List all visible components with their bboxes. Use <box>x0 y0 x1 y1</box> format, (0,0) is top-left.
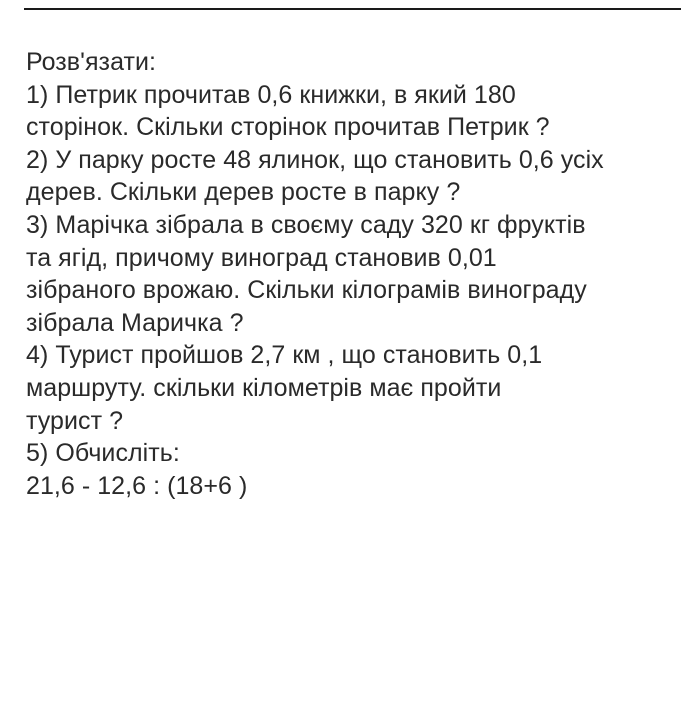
text-line: маршруту. скільки кілометрів має пройти <box>26 373 502 402</box>
text-line: зібрала Маричка ? <box>26 308 244 337</box>
problem-text <box>26 46 686 502</box>
text-line: турист ? <box>26 406 124 435</box>
expression-line: 21,6 - 12,6 : (18+6 ) <box>26 471 248 500</box>
heading-line: Розв'язати: <box>26 48 156 76</box>
text-line: сторінок. Скільки сторінок прочитав Петрик ? <box>26 113 550 142</box>
text-line: 5) Обчисліть: <box>26 439 180 468</box>
text-line: дерев. Скільки дерев росте в парку ? <box>26 178 461 207</box>
text-line: 2) У парку росте 48 ялинок, що становить 0,6 усіх <box>26 145 604 174</box>
text-line: 4) Турист пройшов 2,7 км , що становить 0,1 <box>26 341 543 370</box>
text-line: та ягід, причому виноград становив 0,01 <box>26 243 497 272</box>
text-line: зібраного врожаю. Скільки кілограмів винограду <box>26 276 587 305</box>
top-divider <box>24 8 681 10</box>
text-line: 1) Петрик прочитав 0,6 книжки, в який 180 <box>26 80 516 109</box>
text-line: 3) Марічка зібрала в своєму саду 320 кг фруктів <box>26 210 586 239</box>
